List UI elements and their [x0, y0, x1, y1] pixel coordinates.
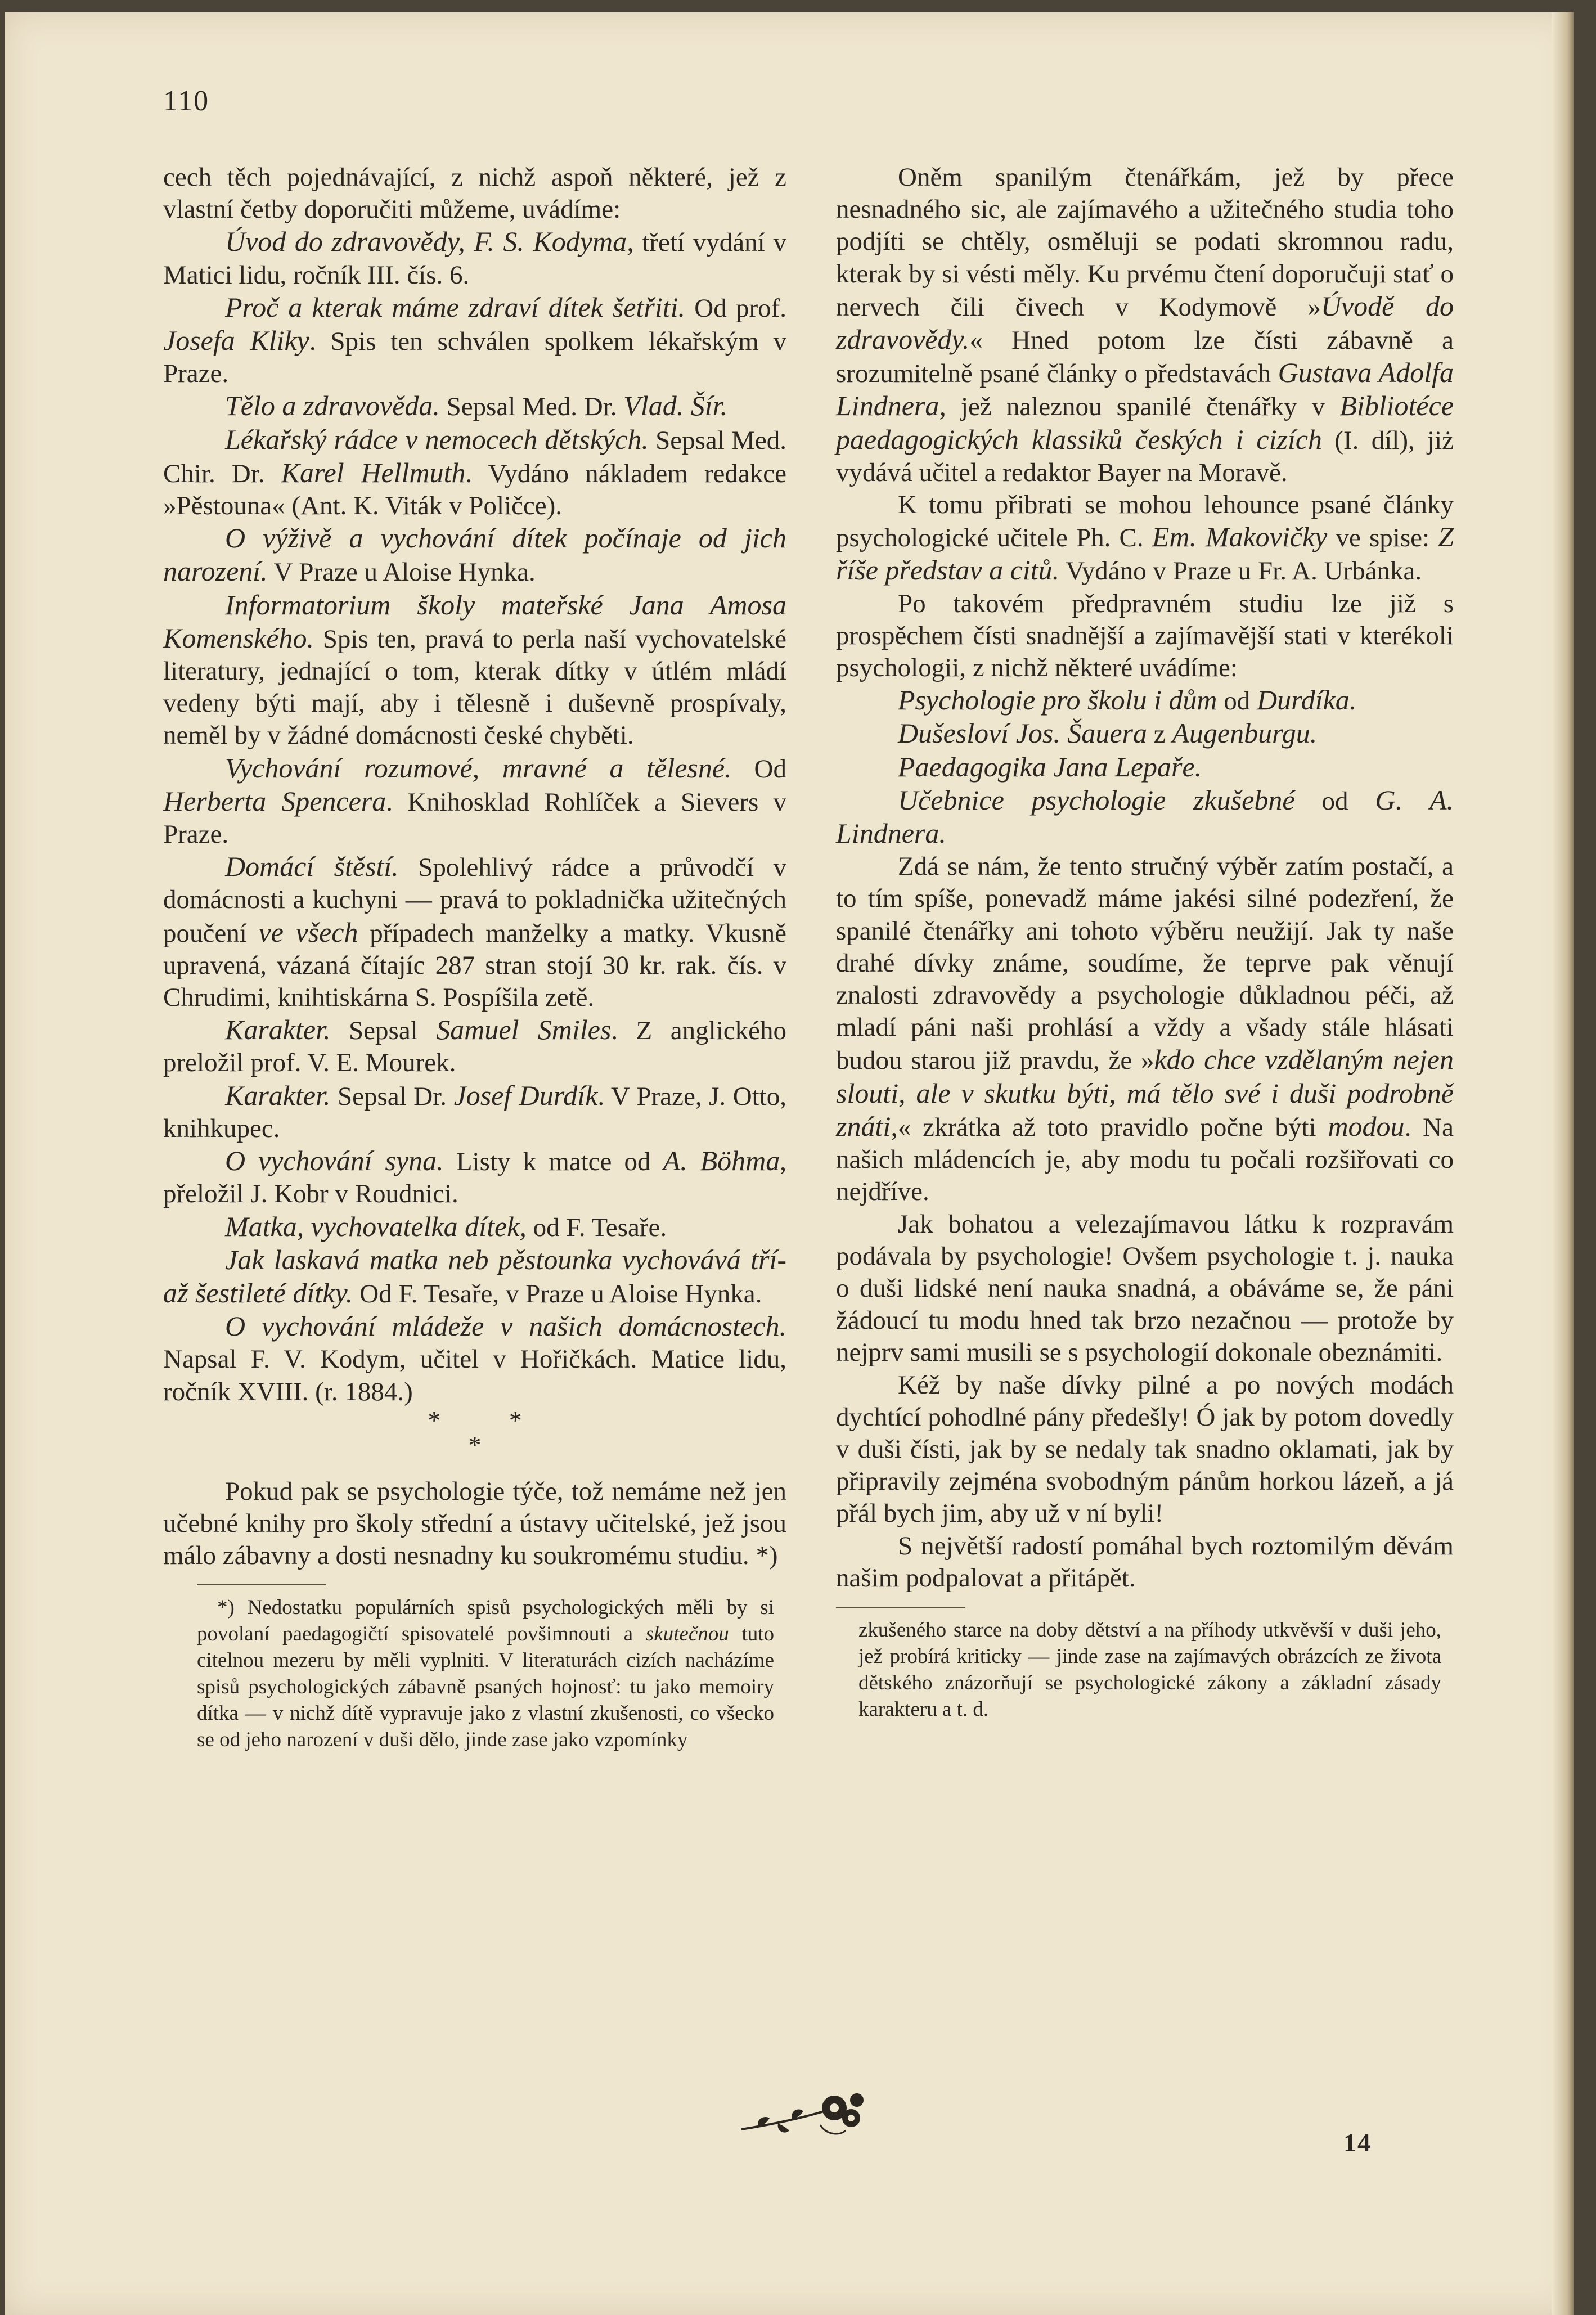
bibliography-entry: Jak laskavá matka neb pěstounka vychovává tří- až šestileté dítky. Od F. Tesaře, v Praze u Aloise Hynka. [163, 1243, 786, 1309]
body-paragraph: Po takovém předpravném studiu lze již s prospěchem čísti snadnější a zajímavější stati v kterékoli psychologii, z nichž některé uvádíme: [836, 588, 1454, 683]
closing-paragraph: Pokud pak se psychologie týče, tož nemáme než jen učebné knihy pro školy střední a ústavy učitelské, jež jsou málo zábavny a dosti nesnadny ku soukromému studiu. *) [163, 1476, 786, 1571]
body-paragraph: S největší radostí pomáhal bych roztomilým děvám našim podpalovat a přitápět. [836, 1531, 1454, 1593]
bibliography-entry: Informatorium školy mateřské Jana Amosa Komenského. Spis ten, pravá to perla naší vychovatelské literatury, jednající o tom, kterak dítky v útlém mládí vedeny býti mají, aby i tělesně i duševně prospívaly, neměl by v žádné domácnosti české chyběti. [163, 588, 786, 750]
bibliography-entry: Lékařský rádce v nemocech dětských. Sepsal Med. Chir. Dr. Karel Hellmuth. Vydáno nákladem redakce »Pěstouna« (Ant. K. Viták v Poličce). [163, 423, 786, 521]
page-edge [1552, 12, 1574, 2315]
bibliography-entry: Matka, vychovatelka dítek, od F. Tesaře. [225, 1210, 667, 1242]
intro-paragraph: cech těch pojednávající, z nichž aspoň některé, jež z vlastní četby doporučiti můžeme, uvádíme: [163, 163, 786, 224]
bibliography-entry: Domácí štěstí. Spolehlivý rádce a průvodčí v domácnosti a kuchyni — pravá to pokladnička užitečných poučení ve všech případech manželky a matky. Vkusně upravená, vázaná čítajíc 287 stran stojí 30 kr. rak. čís. v Chrudimi, knihtiskárna S. Pospíšila zetě. [163, 851, 787, 1013]
footnote-continuation: zkušeného starce na doby dětství a na příhody utkvěvší v duši jeho, jež probírá kriticky — jinde zase na zajímavých obrázcích ze života dětského znázorňují se psychologické zákony a základní zásady karakteru a t. d. [858, 1618, 1441, 1721]
body-paragraph: Kéž by naše dívky pilné a po nových modách dychtící pohodlné pány předešly! Ó jak by potom dovedly v duši čísti, jak by se nedaly tak snadno oklamati, jak by připravily zejména svobodným pánům horkou lázeň, a já přál bych jim, aby už v ní byli! [836, 1370, 1454, 1529]
psychology-book-entry: Dušesloví Jos. Šauera z Augenburgu. [898, 717, 1318, 749]
bibliography-entry: Karakter. Sepsal Samuel Smiles. Z anglického preložil prof. V. E. Mourek. [163, 1014, 786, 1078]
book-page [5, 12, 1574, 2315]
body-paragraph: Zdá se nám, že tento stručný výběr zatím postačí, a to tím spíše, ponevadž máme jakési silné podezření, že spanilé čtenářky ani tohoto výběru neužijí. Jak ty naše drahé dívky známe, soudíme, že teprve pak věnují znalosti zdravovědy a psychologie důkladnou péči, až mladí páni naši prohlásí a vždy a všady stále hlásati budou starou již pravdu, že »kdo chce vzdělaným nejen slouti, ale v skutku býti, má tělo své i duši podrobně znáti,« zkrátka až toto pravidlo počne býti modou. Na našich mládencích je, aby modu tu počali rozšiřovati co nejdříve. [836, 852, 1454, 1207]
bibliography-entry: Tělo a zdravověda. Sepsal Med. Dr. Vlad. Šír. [225, 390, 728, 422]
footnote: *) Nedostatku populárních spisů psychologických měli by si povolaní paedagogičtí spisovatelé povšimnouti a skutečnou tuto citelnou mezeru by měli vyplniti. V literaturách cizích nacházíme spisů psychologických zábavně psaných hojnosť: tu jako memoiry dítka — v nichž dítě vypravuje jako z vlastní zkušenosti, co všecko se od jeho narození v duši dělo, jinde zase jako vzpomínky [197, 1596, 774, 1752]
bibliography-entry: O vychování syna. Listy k matce od A. Böhma, přeložil J. Kobr v Roudnici. [163, 1145, 786, 1209]
psychology-book-entry: Učebnice psychologie zkušebné od G. A. Lindnera. [836, 784, 1454, 849]
left-column [163, 161, 786, 1753]
body-paragraph: Jak bohatou a velezajímavou látku k rozpravám podávala by psychologie! Ovšem psychologie t. j. nauka o duši lidské není nauka snadná, a obáváme se, že páni žádoucí tu modu hned tak brzo nezačnou — protože by nejprv sami musili se s psychologií dokonale obeznámiti. [836, 1209, 1454, 1368]
psychology-book-entry: Paedagogika Jana Lepaře. [898, 750, 1202, 783]
psychology-book-entry: Psychologie pro školu i dům od Durdíka. [898, 684, 1357, 716]
floral-ornament-icon [736, 2085, 882, 2142]
bibliography-entry: O vychování mládeže v našich domácnostech. Napsal F. V. Kodym, učitel v Hořičkách. Matice lidu, ročník XVIII. (r. 1884.) [163, 1310, 786, 1406]
page-number: 110 [163, 85, 210, 117]
bibliography-entry: O výživě a vychování dítek počínaje od jich narození. V Praze u Aloise Hynka. [163, 522, 786, 587]
section-divider-asterisks: * * * [428, 1405, 522, 1459]
body-paragraph: Oněm spanilým čtenářkám, jež by přece nesnadného sic, ale zajímavého a užitečného studia toho podjíti se chtěly, osměluji se podati skromnou radu, kterak by si vésti měly. Ku prvému čtení doporučuji stať o nervech čili čivech v Kodymově »Úvodě do zdravovědy.« Hned potom lze čísti zábavně a srozumitelně psané články o představách Gustava Adolfa Lindnera, jež naleznou spanilé čtenářky v Bibliotéce paedagogických klassiků českých i cizích (I. díl), jiż vydává učitel a redaktor Bayer na Moravě. [836, 163, 1454, 487]
footnote-rule [836, 1607, 965, 1608]
bibliography-entry: Proč a kterak máme zdraví dítek šetřiti. Od prof. Josefa Kliky. Spis ten schválen spolkem lékařským v Praze. [163, 291, 787, 389]
footnote-rule [197, 1584, 326, 1585]
signature-mark: 14 [1343, 2128, 1372, 2157]
body-paragraph: K tomu přibrati se mohou lehounce psané články psychologické učitele Ph. C. Em. Makovičky ve spise: Z říše představ a citů. Vydáno v Praze u Fr. A. Urbánka. [836, 490, 1454, 586]
bibliography-entry: Vychování rozumové, mravné a tělesné. Od Herberta Spencera. Knihosklad Rohlíček a Sievers v Praze. [163, 752, 786, 849]
bibliography-entry: Úvod do zdravovědy, F. S. Kodyma, třetí vydání v Matici lidu, ročník III. čís. 6. [163, 226, 786, 290]
bibliography-entry: Karakter. Sepsal Dr. Josef Durdík. V Praze, J. Otto, knihkupec. [163, 1079, 787, 1143]
right-column [836, 161, 1454, 1723]
